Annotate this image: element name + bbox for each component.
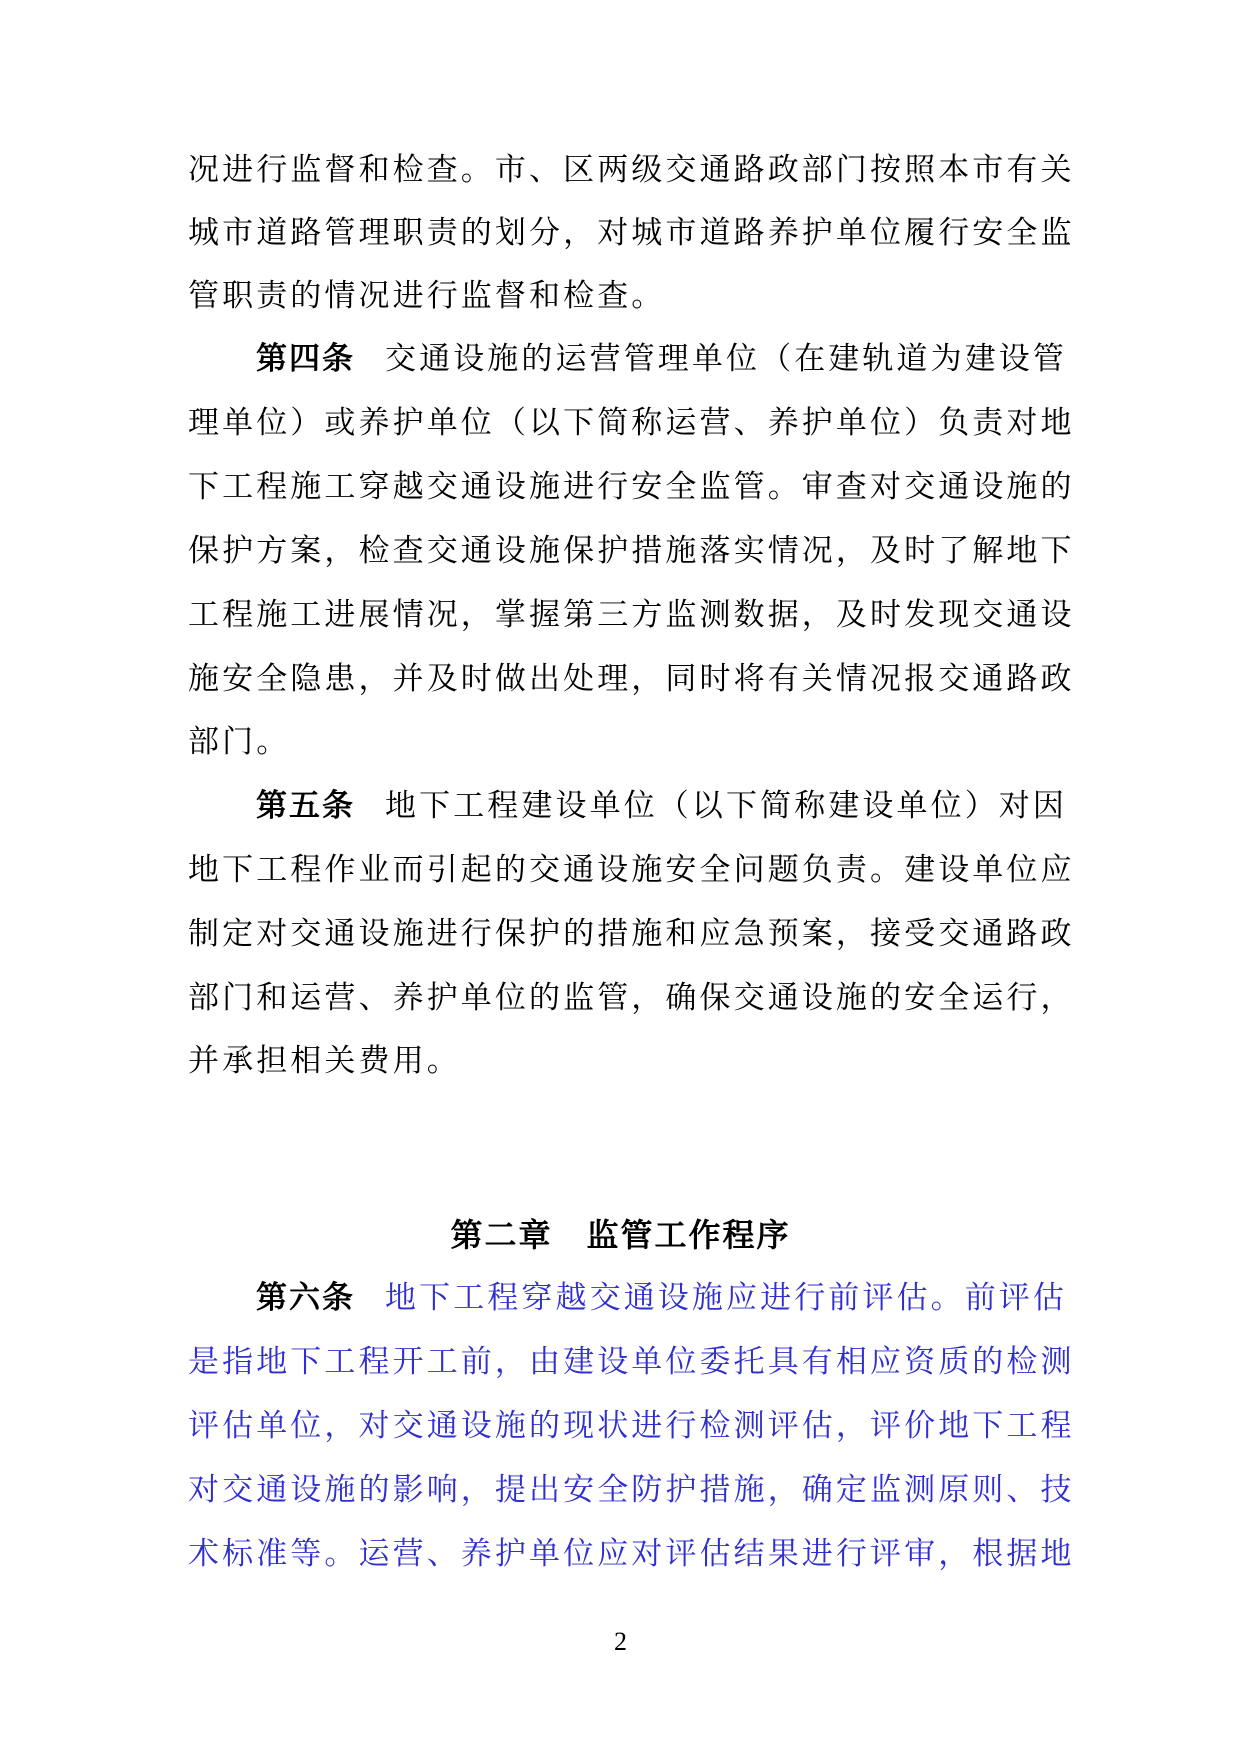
paragraph-line: 地下工程作业而引起的交通设施安全问题负责。建设单位应 (188, 852, 1075, 888)
paragraph-line: 对交通设施的影响，提出安全防护措施，确定监测原则、技 (188, 1472, 1075, 1508)
chapter-number: 第二章 (450, 1216, 553, 1254)
paragraph-line: 管职责的情况进行监督和检查。 (188, 278, 666, 314)
article-6-first-line (256, 1278, 1067, 1318)
article-5-first-line (256, 786, 1067, 826)
article-text: 地下工程穿越交通设施应进行前评估。前评估 (385, 1280, 1067, 1316)
page-number: 2 (614, 1627, 627, 1656)
paragraph-line: 施安全隐患，并及时做出处理，同时将有关情况报交通路政 (188, 661, 1075, 697)
paragraph-line: 评估单位，对交通设施的现状进行检测评估，评价地下工程 (188, 1408, 1075, 1444)
paragraph-line: 况进行监督和检查。市、区两级交通路政部门按照本市有关 (188, 152, 1075, 188)
article-heading: 第六条 (256, 1280, 355, 1316)
article-heading: 第五条 (256, 788, 355, 824)
paragraph-line: 部门和运营、养护单位的监管，确保交通设施的安全运行， (188, 980, 1075, 1016)
article-heading: 第四条 (256, 341, 355, 377)
paragraph-line: 城市道路管理职责的划分，对城市道路养护单位履行安全监 (188, 215, 1075, 251)
article-4-first-line (256, 339, 1067, 379)
paragraph-line: 制定对交通设施进行保护的措施和应急预案，接受交通路政 (188, 916, 1075, 952)
article-text: 地下工程建设单位（以下简称建设单位）对因 (385, 788, 1067, 824)
paragraph-line: 工程施工进展情况，掌握第三方监测数据，及时发现交通设 (188, 597, 1075, 633)
paragraph-line: 术标准等。运营、养护单位应对评估结果进行评审，根据地 (188, 1536, 1075, 1572)
paragraph-line: 是指地下工程开工前，由建设单位委托具有相应资质的检测 (188, 1344, 1075, 1380)
paragraph-line: 部门。 (188, 724, 291, 760)
article-text: 交通设施的运营管理单位（在建轨道为建设管 (385, 341, 1067, 377)
paragraph-line: 并承担相关费用。 (188, 1043, 461, 1079)
chapter-heading (0, 1213, 1241, 1257)
paragraph-line: 下工程施工穿越交通设施进行安全监管。审查对交通设施的 (188, 469, 1075, 505)
chapter-title: 监管工作程序 (586, 1216, 791, 1254)
paragraph-line: 理单位）或养护单位（以下简称运营、养护单位）负责对地 (188, 405, 1075, 441)
paragraph-line: 保护方案，检查交通设施保护措施落实情况，及时了解地下 (188, 533, 1075, 569)
